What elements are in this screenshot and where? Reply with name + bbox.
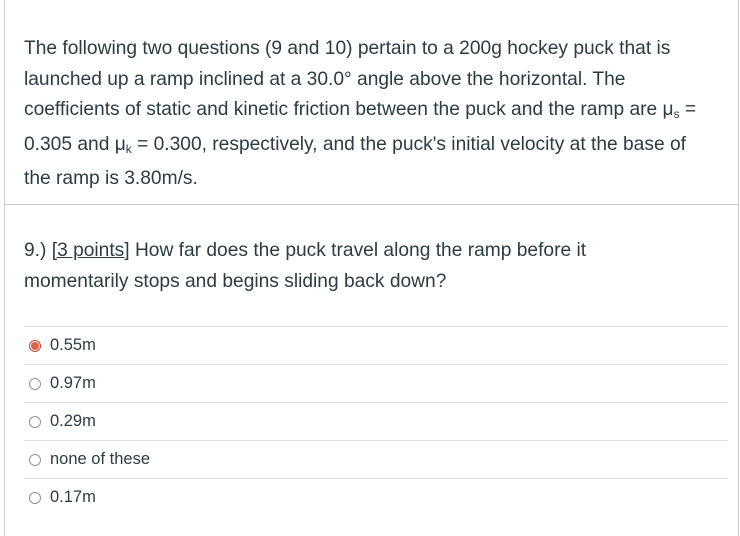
answer-label: 0.29m xyxy=(50,412,96,430)
intro-line: The following two questions (9 and 10) pertain to a 200g hockey puck that is xyxy=(24,38,671,59)
question-intro xyxy=(24,34,729,195)
points-link[interactable]: [3 points] xyxy=(51,240,130,261)
intro-line: launched up a ramp inclined at a 30.0° angle above the horizontal. The xyxy=(24,68,626,90)
question-line: momentarily stops and begins sliding back down? xyxy=(24,270,447,292)
radio-icon[interactable] xyxy=(29,378,41,390)
intro-line: 0.305 and $\mu_k = 0.300$, respectively, and the puck's initial velocity at the base of xyxy=(24,133,686,156)
question-text xyxy=(24,236,724,297)
answer-option[interactable] xyxy=(24,402,728,440)
intro-line: the ramp is 3.80m/s. xyxy=(24,168,198,189)
answer-label: none of these xyxy=(50,450,150,468)
answer-option[interactable] xyxy=(24,326,728,364)
radio-icon[interactable] xyxy=(29,454,41,466)
intro-line: coefficients of static and kinetic friction between the puck and the ramp are $\mu_s$ = xyxy=(24,99,697,121)
answer-label: 0.55m xyxy=(50,336,96,354)
answer-label: 0.17m xyxy=(50,488,96,506)
answer-option[interactable] xyxy=(24,478,728,516)
subscript-s: s xyxy=(673,107,680,121)
answer-list xyxy=(24,326,728,516)
question-line: 9.) [3 points] How far does the puck travel along the ramp before it xyxy=(24,240,587,261)
answer-option[interactable] xyxy=(24,364,728,402)
radio-dot-icon xyxy=(31,342,39,350)
radio-icon[interactable] xyxy=(29,492,41,504)
section-divider xyxy=(5,204,738,205)
answer-option[interactable] xyxy=(24,440,728,478)
answer-label: 0.97m xyxy=(50,374,96,392)
radio-icon[interactable] xyxy=(29,416,41,428)
question-number: 9.) xyxy=(24,240,52,261)
radio-selected-icon[interactable] xyxy=(29,340,41,352)
subscript-k: k xyxy=(125,141,132,156)
